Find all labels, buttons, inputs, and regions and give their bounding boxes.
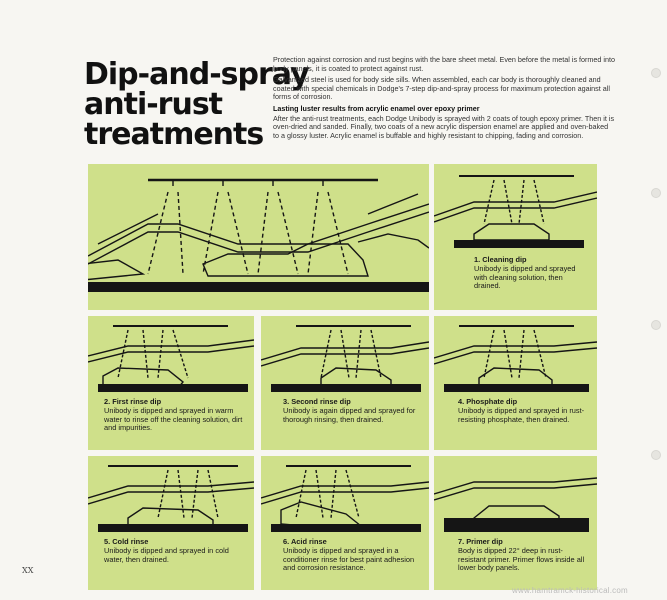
- step-1-heading: 1. Cleaning dip: [474, 255, 527, 264]
- intro-paragraph-3: After the anti-rust treatments, each Dodge Unibody is sprayed with 2 coats of tough epoxy primer. Then it is oven-dried and sanded. Finally, two coats of a new acrylic dispersion enamel are applied and oven-baked to a glossy luster. Acrylic enamel is buffable and highly resistant to chipping, fading and corrosion.: [273, 113, 615, 140]
- title-line-3: treatments: [84, 117, 264, 152]
- step-6-panel: [261, 456, 429, 590]
- step-1-panel: [434, 164, 597, 310]
- step-2-caption: [104, 398, 246, 433]
- step-6-text: Unibody is dipped and sprayed in a conditioner rinse for best paint adhesion and corrosion resistance.: [283, 545, 415, 573]
- step-4-text: Unibody is dipped and sprayed in rust-resisting phosphate, then drained.: [458, 405, 585, 424]
- intro-text: [273, 56, 615, 143]
- assembly-line-illustration: [88, 164, 429, 310]
- intro-paragraph-2: Galvanized steel is used for body side sills. When assembled, each car body is thoroughly cleaned and coated with special chemicals in Dodge's 7-step dip-and-spray process for maximum protection against all forms of corrosion.: [273, 75, 610, 102]
- step-5-caption: [104, 538, 246, 564]
- step-7-caption: [458, 538, 590, 573]
- binder-hole: [651, 450, 661, 460]
- binder-hole: [651, 320, 661, 330]
- binder-hole: [651, 188, 661, 198]
- step-7-text: Body is dipped 22° deep in rust-resistant primer. Primer flows inside all lower body panels.: [458, 545, 585, 573]
- step-2-heading: 2. First rinse dip: [104, 397, 162, 406]
- second-rinse-dip-illustration: [261, 316, 429, 396]
- page-number: XX: [22, 566, 34, 575]
- step-2-panel: [88, 316, 254, 450]
- step-5-text: Unibody is dipped and sprayed in cold water, then drained.: [104, 545, 229, 564]
- step-3-text: Unibody is again dipped and sprayed for thorough rinsing, then drained.: [283, 405, 416, 424]
- primer-dip-illustration: [434, 456, 597, 536]
- cleaning-dip-illustration: [434, 164, 597, 254]
- step-4-caption: [458, 398, 590, 424]
- step-3-heading: 3. Second rinse dip: [283, 397, 351, 406]
- step-5-heading: 5. Cold rinse: [104, 537, 149, 546]
- step-6-caption: [283, 538, 423, 573]
- watermark: www.hamtramck-historical.com: [512, 586, 628, 595]
- step-1-text: Unibody is dipped and sprayed with cleaning solution, then drained.: [474, 263, 576, 291]
- title-line-1: Dip-and-spray: [84, 57, 309, 92]
- step-5-panel: [88, 456, 254, 590]
- step-7-heading: 7. Primer dip: [458, 537, 503, 546]
- step-2-text: Unibody is dipped and sprayed in warm water to rinse off the cleaning solution, dirt and impurities.: [104, 405, 243, 433]
- step-4-panel: [434, 316, 597, 450]
- step-7-panel: [434, 456, 597, 590]
- first-rinse-dip-illustration: [88, 316, 254, 396]
- phosphate-dip-illustration: [434, 316, 597, 396]
- step-3-caption: [283, 398, 423, 424]
- step-3-panel: [261, 316, 429, 450]
- step-1-caption: [474, 256, 586, 291]
- binder-hole: [651, 68, 661, 78]
- page-title: [84, 57, 309, 152]
- cold-rinse-illustration: [88, 456, 254, 536]
- hero-illustration-panel: [88, 164, 429, 310]
- intro-paragraph-1: Protection against corrosion and rust begins with the bare sheet metal. Even before the metal is formed into body panels, it is coated to protect against rust.: [273, 55, 615, 73]
- step-6-heading: 6. Acid rinse: [283, 537, 327, 546]
- intro-subheading: Lasting luster results from acrylic enamel over epoxy primer: [273, 103, 480, 113]
- title-line-2: anti-rust: [84, 87, 223, 122]
- step-4-heading: 4. Phosphate dip: [458, 397, 518, 406]
- acid-rinse-illustration: [261, 456, 429, 536]
